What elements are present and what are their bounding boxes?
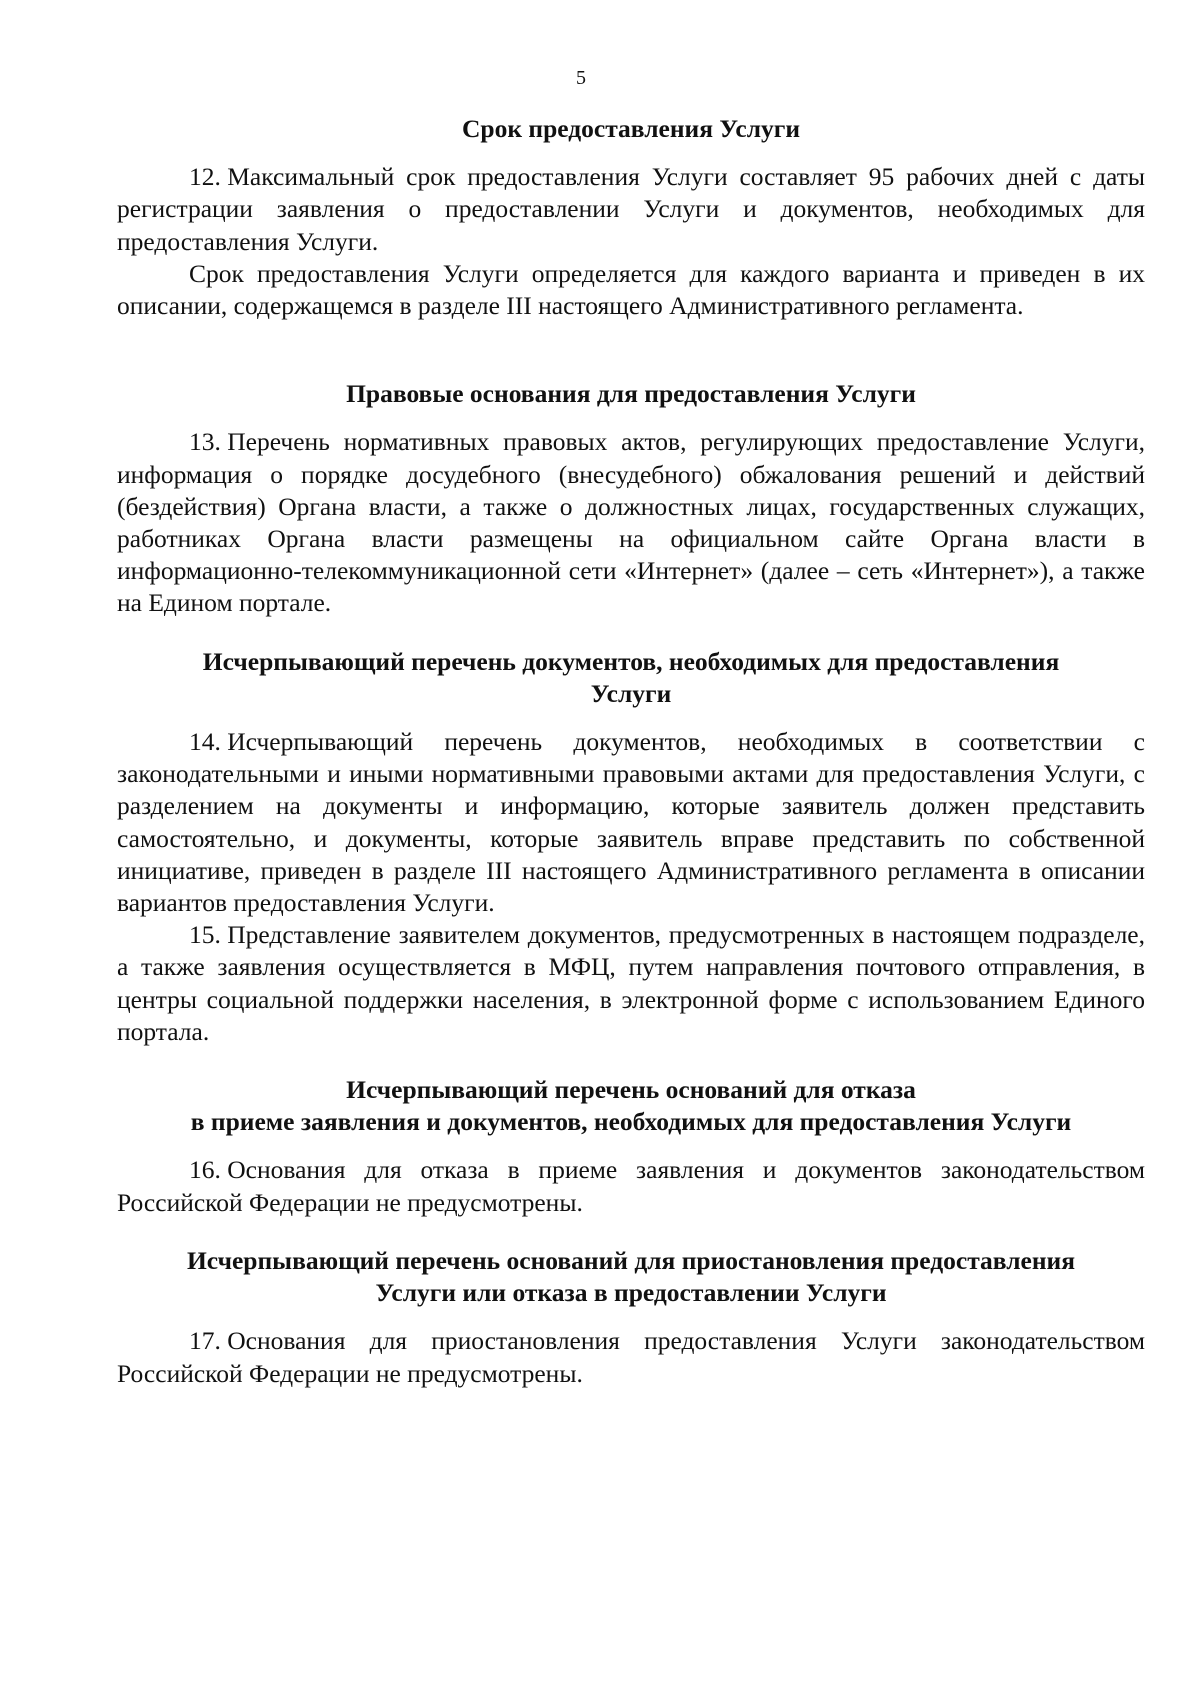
paragraph-text: Максимальный срок предоставления Услуги составляет 95 рабочих дней с даты регистрации заявления о предоставлении Услуги и документов, необходимых для предоставления Услуги.	[117, 162, 1145, 256]
paragraph-text: Перечень нормативных правовых актов, регулирующих предоставление Услуги, информация о порядке досудебного (внесудебного) обжалования решений и действий (бездействия) Органа власти, а также о должностных лицах, государственных служащих, работниках Органа власти размещены на официальном сайте Органа власти в информационно-телекоммуникационной сети «Интернет» (далее – сеть «Интернет»), а также на Едином портале.	[117, 427, 1145, 618]
paragraph-number: 12.	[189, 162, 221, 192]
paragraph-12	[117, 161, 1145, 258]
paragraph-text: Представление заявителем документов, предусмотренных в настоящем подразделе, а также заявления осуществляется в МФЦ, путем направления почтового отправления, в центры социальной поддержки населения, в электронной форме с использованием Единого портала.	[117, 920, 1145, 1046]
paragraph-17	[117, 1325, 1145, 1389]
paragraph-number: 13.	[189, 427, 221, 457]
section-heading-documents	[117, 646, 1145, 710]
heading-line: в приеме заявления и документов, необходимых для предоставления Услуги	[190, 1107, 1072, 1137]
paragraph-12-cont	[117, 258, 1145, 322]
heading-line: Исчерпывающий перечень оснований для приостановления предоставления	[186, 1245, 1076, 1275]
paragraph-15	[117, 919, 1145, 1048]
section-heading-refusal-grounds	[117, 1074, 1145, 1138]
paragraph-number: 15.	[189, 920, 221, 950]
paragraph-text: Исчерпывающий перечень документов, необходимых в соответствии с законодательными и иными нормативными правовыми актами для предоставления Услуги, с разделением на документы и информацию, которые заявитель должен представить самостоятельно, и документы, которые заявитель вправе представить по собственной инициативе, приведен в разделе III настоящего Административного регламента в описании вариантов предоставления Услуги.	[117, 727, 1145, 918]
section-heading-suspension-grounds	[117, 1245, 1145, 1309]
heading-line: Услуги	[590, 678, 672, 708]
section-heading-legal-basis: Правовые основания для предоставления Услуги	[346, 379, 916, 409]
paragraph-text: Основания для приостановления предоставления Услуги законодательством Российской Федерации не предусмотрены.	[117, 1326, 1145, 1388]
paragraph-number: 16.	[189, 1155, 221, 1185]
paragraph-13	[117, 426, 1145, 619]
document-body	[117, 113, 1145, 1390]
paragraph-14	[117, 726, 1145, 919]
paragraph-number: 14.	[189, 727, 221, 757]
heading-line: Исчерпывающий перечень оснований для отказа	[346, 1075, 916, 1105]
heading-line: Услуги или отказа в предоставлении Услуги	[375, 1278, 887, 1308]
paragraph-text: Срок предоставления Услуги определяется для каждого варианта и приведен в их описании, содержащемся в разделе III настоящего Административного регламента.	[117, 258, 1145, 321]
section-heading-term: Срок предоставления Услуги	[461, 114, 801, 143]
page-number: 5	[576, 67, 586, 89]
heading-line: Исчерпывающий перечень документов, необходимых для предоставления	[202, 646, 1060, 676]
paragraph-16	[117, 1154, 1145, 1218]
paragraph-number: 17.	[189, 1326, 221, 1356]
paragraph-text: Основания для отказа в приеме заявления и документов законодательством Российской Федерации не предусмотрены.	[117, 1155, 1145, 1217]
